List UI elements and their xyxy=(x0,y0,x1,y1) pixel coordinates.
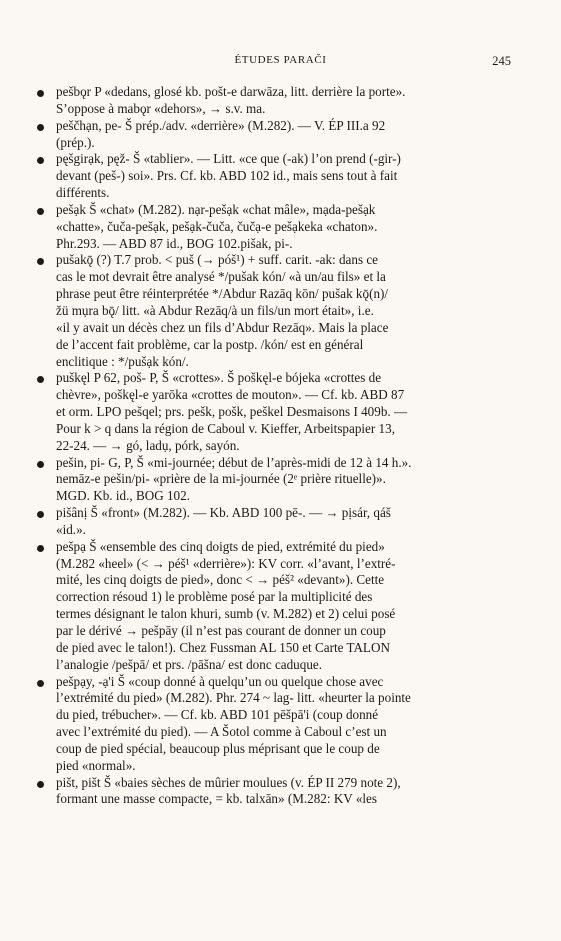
bullet-icon xyxy=(37,511,44,518)
entry-text-line: de l’accent fait problème, car la postp. /kón/ est en général xyxy=(56,336,364,352)
entry-text-line: nemāz-e pešin/pi- «prière de la mi-journée (2ᵉ prière rituelle)». xyxy=(56,471,386,487)
bullet-icon xyxy=(37,781,44,788)
entry-text-line: žü mụra bǭ/ litt. «à Abdur Rezāq/à un fils/un mort était», i.e. xyxy=(56,302,374,318)
entry-text-line: pišt, pišt Š «baies sèches de mûrier moulues (v. ÉP II 279 note 2), xyxy=(56,774,401,790)
entry-text-line: S’oppose à mabǫr «dehors», → s.v. ma. xyxy=(56,100,266,116)
entry-text-line: l’extrémité du pied» (M.282). Phr. 274 ~ lag- litt. «heurter la pointe xyxy=(56,690,411,706)
entry-text-line: correction résoud 1) le problème posé par la multiplicité des xyxy=(56,589,373,605)
dictionary-entry xyxy=(36,455,520,506)
running-title: ÉTUDES PARAČI xyxy=(234,54,327,66)
dictionary-entry xyxy=(36,674,520,775)
entry-text-line: formant une masse compacte, = kb. talxān» (M.282: KV «les xyxy=(56,791,378,807)
dictionary-entry xyxy=(36,84,520,118)
bullet-icon xyxy=(37,545,44,552)
entry-text-line: termes désignant le talon khuri, sumb (v. M.282) et 2) celui posé xyxy=(56,606,396,622)
dictionary-entry xyxy=(36,118,520,152)
bullet-icon xyxy=(37,208,44,215)
entry-text-line: devant (peš-) soi». Prs. Cf. kb. ABD 102 id., mais sens tout à fait xyxy=(56,168,398,184)
entry-text-line: du pied, trébucher». — Cf. kb. ABD 101 pēšpā'i (coup donné xyxy=(56,707,379,723)
entry-text-line: pešin, pi- G, P, Š «mi-journée; début de l’après-midi de 12 à 14 h.». xyxy=(56,454,412,470)
entry-text-line: différents. xyxy=(56,185,110,201)
entry-text-line: pušakǭ (?) T.7 prob. < puš (→ póš¹) + suff. carit. -ak: dans ce xyxy=(56,252,379,268)
entry-text-line: mité, les cinq doigts de pied», donc < → péš² «devant»). Cette xyxy=(56,572,385,588)
entry-text-line: (prép.). xyxy=(56,134,95,150)
entry-text-line: «id.». xyxy=(56,521,86,537)
dictionary-entry xyxy=(36,202,520,253)
bullet-icon xyxy=(37,124,44,131)
entry-text-line: chèvre», poškęl-e yarōka «crottes de mouton». — Cf. kb. ABD 87 xyxy=(56,387,405,403)
entry-text-line: Phr.293. — ABD 87 id., BOG 102.pišak, pi-. xyxy=(56,235,293,251)
dictionary-entry xyxy=(36,775,520,809)
bullet-icon xyxy=(37,157,44,164)
entry-text-line: pied «normal». xyxy=(56,757,136,773)
entry-text-line: phrase peut être réinterprétée */Abdur Razāq kōn/ pušak kǭ(n)/ xyxy=(56,286,389,302)
bullet-icon xyxy=(37,90,44,97)
entry-text-line: avec l’extrémité du pied). — A Šotol comme à Caboul c’est un xyxy=(56,724,387,740)
entry-text-line: 22-24. — → gó, ladụ, pórk, sayón. xyxy=(56,437,240,453)
entry-text-line: peščhạn, pe- Š prép./adv. «derrière» (M.282). — V. ÉP III.a 92 xyxy=(56,117,386,133)
dictionary-entry xyxy=(36,505,520,539)
entry-text-line: l’analogie /pešpā/ et prs. /pāšna/ est donc caduque. xyxy=(56,656,323,672)
bullet-icon xyxy=(37,258,44,265)
bullet-icon xyxy=(37,376,44,383)
entry-text-line: pešạk Š «chat» (M.282). nạr-pešạk «chat mâle», mạda-pešạk xyxy=(56,201,376,217)
entry-text-line: pęšgirạk, pęž- Š «tablier». — Litt. «ce que (-ak) l’on prend (-gir-) xyxy=(56,151,401,167)
page-number: 245 xyxy=(492,54,511,68)
entry-text-line: pešpạy, -ạ'i Š «coup donné à quelqu’un ou quelque chose avec xyxy=(56,673,384,689)
dictionary-entry xyxy=(36,539,520,674)
entry-text-line: MGD. Kb. id., BOG 102. xyxy=(56,488,190,504)
lexicon-entries xyxy=(36,84,520,808)
entry-text-line: enclitique : */pušạk kón/. xyxy=(56,353,189,369)
entry-text-line: pišânị Š «front» (M.282). — Kb. ABD 100 pē-. — → pịsár, qáš xyxy=(56,505,391,521)
dictionary-entry xyxy=(36,252,520,370)
entry-text-line: et orm. LPO pešqel; prs. pešk, pošk, peškel Desmaisons I 409b. — xyxy=(56,404,408,420)
dictionary-entry xyxy=(36,151,520,202)
entry-text-line: (M.282 «heel» (< → péš¹ «derrière»): KV corr. «l’avant, l’extré- xyxy=(56,555,396,571)
entry-text-line: Pour k > q dans la région de Caboul v. Kieffer, Arbeitspapier 13, xyxy=(56,420,395,436)
entry-text-line: pešbǫr P «dedans, glosé kb. pošt-e darwāza, litt. derrière la porte». xyxy=(56,84,406,99)
entry-text-line: cas le mot devrait être analysé */pušak kón/ «à un/au fils» et la xyxy=(56,269,386,285)
entry-text-line: coup de pied spécial, beaucoup plus méprisant que le coup de xyxy=(56,740,380,756)
entry-text-line: «chatte», čuča-pešạk, pešạk-čuča, čučạ-e pešạkeka «chaton». xyxy=(56,218,378,234)
bullet-icon xyxy=(37,461,44,468)
dictionary-entry xyxy=(36,370,520,454)
entry-text-line: puškęl P 62, poš- P, Š «crottes». Š poškęl-e bójeka «crottes de xyxy=(56,370,382,386)
entry-text-line: par le dérivé → pešpāy (il n’est pas courant de donner un coup xyxy=(56,623,386,638)
entry-text-line: de pied avec le talon!). Chez Fussman AL 150 et Carte TALON xyxy=(56,639,390,655)
entry-text-line: «il y avait un décès chez un fils d’Abdur Rezāq». Mais la place xyxy=(56,319,389,335)
entry-text-line: pešpạ Š «ensemble des cinq doigts de pied, extrémité du pied» xyxy=(56,538,385,554)
bullet-icon xyxy=(37,680,44,687)
